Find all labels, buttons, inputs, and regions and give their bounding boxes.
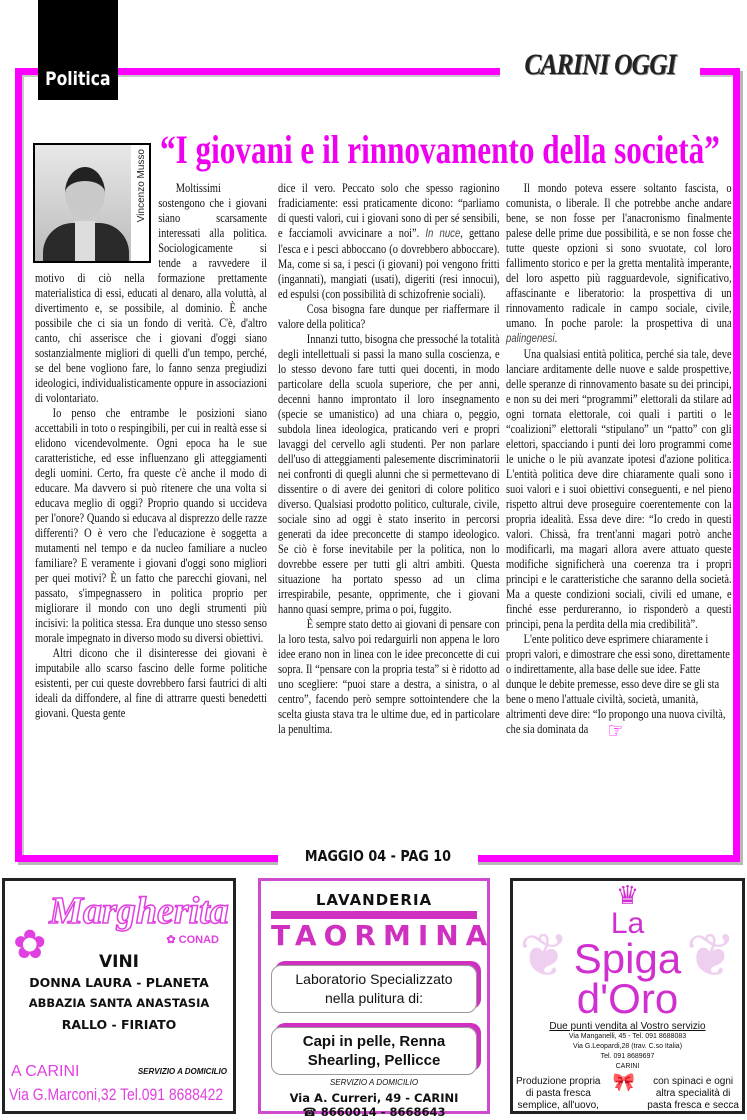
flower-icon: ✿ [13,922,47,967]
ad-address: Via A. Curreri, 49 - CARINI [289,1091,459,1105]
ad-brand-name: TAORMINA [271,911,477,953]
ad-box [271,1027,477,1075]
italic-text: palingenesi [506,331,555,345]
ad-service: SERVIZIO A DOMICILIO [329,1078,419,1087]
article-title-text: “I giovani e il rinnovamento della società” [160,127,720,172]
section-label: Politica [45,68,111,90]
ad-line: semplice, all'uovo, [517,1100,599,1111]
ad-address: Via G.Leopardi,28 (trav. C.so Italia) [572,1043,683,1050]
photo-credit: Vincenzo Musso [136,149,147,223]
paragraph: Io penso che entrambe le posizioni siano accettabili in toto o respingibili, per cui in realtà esse si elidono vicendevolmente. Ogni epoca ha le sue caratteristiche, ed esse influenzano gli atteggiamenti degli uomini. Certo, fra queste c'è anche il modo di educare. Ma davvero si può ritenere che una volta si educava meglio di oggi? Proprio quando si uccideva per l'onore? Quando si educava al disprezzo delle razze differenti? O è vero che l'educazione è soggetta a mutamenti nel tempo e da nucleo familiare a nucleo familiare? E veramente i giovani d'oggi sono migliori per quei motivi? È un fatto che parecchi giovani, nel passato, s'impegnassero in politica proprio per migliorare il mondo con uno degli strumenti più incisivi: la politica stessa. Era dunque uno stesso senso morale impegnato in diverso modo su diversi obiettivi. [35,405,267,645]
ad-line: ABBAZIA SANTA ANASTASIA [28,996,210,1010]
ad-address: CARINI [615,1063,640,1070]
ad-spiga-doro [510,878,745,1114]
ribbon-bow-icon: 🎀 [612,1072,636,1092]
telephone-icon: ☎ [302,1105,321,1119]
conad-label: ✿ CONAD [166,934,219,946]
photo-spacer [35,180,158,270]
publication-name: CARINI OGGI [524,48,676,81]
ad-address: Tel. 091 8689697 [600,1053,655,1060]
italic-text: In nuce [425,226,461,240]
page-label [278,843,478,869]
ad-address: Via G.Marconi,32 Tel.091 8688422 [9,1085,224,1104]
ad-line: nella pulitura di: [324,990,424,1006]
paragraph: Una qualsiasi entità politica, perché sia tale, deve lanciare arditamente delle nuove e salde prospettive, delle speranze di rinnovamento basate su dei principi, e non su dei meri “programmi” elettorali da stilare ad ogni tornata elettorale, coi quali i partiti o le “coalizioni” elettorali “stipulano” un “patto” con gli elettori, spacciando i punti dei loro programmi come le uniche o le più avanzate ipotesi d'azione politica. L'entità politica deve dire chiaramente quali sono i suoi valori e i suoi obiettivi conseguenti, e nel pieno rispetto altrui deve proseguire coerentemente con la propria idealità. Essa deve dire: “Io credo in questi valori. Chissà, fra trent'anni magari potrò anche modificarli, ma magari allora avere attuato queste modifiche significherà una coerenza tra i propri principi e le caratteristiche che saranno della società. Ma a queste condizioni sociali, civili ed umane, e finché esse perdureranno, io risponderò a questi principi, pena la perdita della mia credibilità”. [506,346,732,631]
ad-box [271,965,477,1013]
ad-line: Produzione propria [516,1076,601,1087]
paragraph [506,631,732,743]
ad-phones-text: 8660014 - 8668643 [320,1105,446,1119]
ad-line: di pasta fresca [525,1088,591,1099]
ad-line: RALLO - FIRIATO [61,1017,177,1032]
article-column-3 [506,180,732,743]
ad-service: SERVIZIO A DOMICILIO [137,1067,227,1076]
ad-margherita [2,878,236,1114]
ad-name-top: La [610,907,645,940]
paragraph: Altri dicono che il disinteresse dei giovani è imputabile allo scarso fascino delle forme politiche esistenti, per cui queste dovrebbero farsi fautrici di alti ideali da diffondere, al fine di attrarre questi benedetti giovani. Questa gente [35,645,267,720]
ad-subtitle: Due punti vendita al Vostro servizio [549,1021,706,1032]
page-label-text: MAGGIO 04 - PAG 10 [304,847,452,865]
ad-line: Shearling, Pellicce [307,1052,441,1069]
ad-right-text [647,1076,739,1112]
ad-brand-name: Margherita [49,890,229,932]
text: Il mondo poteva essere soltanto fascista, o comunista, o liberale. Il che potrebbe anche andare bene, se non fosse per l'anacronismo finalmente palese delle prime due possibilità, e se non fosse che tutte queste opzioni si sono svuotate, col loro fallimento storico e per la gretta mentalità imperante, del loro aspetto più ragguardevole, significativo, affascinante e liberatorio: la prospettiva di un rinnovamento radicale in campo sociale, civile, umano. In poche parole: la prospettiva di una [506,180,732,330]
article-title [160,126,740,173]
paragraph [506,180,732,346]
ad-brand-name: Spiga [573,935,682,982]
ad-phones [261,1105,487,1119]
ad-line: Capi in pelle, Renna [302,1033,446,1050]
text: . [554,330,558,345]
ad-left-text [516,1076,601,1112]
ad-footer [513,1072,742,1112]
section-tag [38,0,118,100]
ad-line: altra specialità di [655,1088,731,1099]
wheat-icon: ❦ [519,923,570,989]
ad-line: con spinaci e ogni [653,1076,734,1087]
crown-icon: ♛ [615,881,640,910]
publication-logo [500,48,700,88]
paragraph: È sempre stato detto ai giovani di pensare con la loro testa, salvo poi redarguirli non appena le loro idee erano non in linea con le idee preconcette di cui sopra. Il “pensare con la propria testa” si è ridotto ad uno scegliere: “puoi stare a destra, a sinistra, o al centro”, facendo però sempre sottointendere che la scelta giusta stava tra le ultime due, ed in particolare la penultima. [278,616,500,736]
paragraph: Cosa bisogna fare dunque per riaffermare il valore della politica? [278,301,500,331]
conad-text: CONAD [178,934,219,946]
ad-name-bottom: d'Oro [576,975,679,1022]
ad-lavanderia-taormina [258,878,495,1119]
article-column-2 [278,180,500,736]
pointing-hand-icon: ☞ [607,717,624,743]
ad-line: Laboratorio Specializzato [295,971,453,987]
paragraph [278,180,500,301]
article-column-1 [35,180,267,720]
ad-city: A CARINI [11,1063,80,1080]
ad-line: pasta fresca e secca [647,1100,739,1111]
text: , gettano l'esca e i pesci abboccano (o dovrebbero abboccare). Ma, come si sa, i pesci (i giovani) poi vengono fritti (ingannati), mangiati (usati), digeriti (resi innocui), ed espulsi (con possibilità di schizofrenie sociali). [278,225,500,301]
text: dice il vero. Peccato solo che spesso ragionino fradiciamente: essi praticamente dicono: “parliamo di questi valori, cui i giovani sono di per sé sensibili, e facciamoli avvicinare a noi”. [278,180,500,240]
ad-line: DONNA LAURA - PLANETA [29,975,209,990]
wheat-icon: ❦ [685,923,736,989]
ad-address: Via Manganelli, 45 - Tel. 091 8688083 [568,1033,687,1040]
paragraph: Moltissimi sostengono che i giovani siano scarsamente interessati alla politica. Sociologicamente si tende a ravvedere il motivo di ciò nella formazione prettamente materialistica di essi, educati al denaro, alla voluttà, al divertimento e, se possibile, al dominio. È anche possibile che ci sia un fondo di verità. C'è, d'altro canto, chi asserisce che i giovani d'oggi siano sostanzialmente migliori di quelli d'un tempo, perché, se del bene vogliono fare, lo fanno senza pregiudizi ideologici, individualisticamente oppure in associazioni di volontariato. [35,180,267,405]
ad-heading: VINI [98,952,140,972]
ad-heading: LAVANDERIA [315,891,433,909]
text: L'ente politico deve esprimere chiaramente i propri valori, e dimostrare che essi sono, direttamente o indirettamente, alla base delle sue idee. Fatte dunque le debite premesse, esso deve dire se gli sta bene o meno l'attuale civiltà, società, umanità, altrimenti deve dire: “Io propongo una nuova civiltà, che sia dominata da [506,631,730,736]
paragraph: Innanzi tutto, bisogna che pressoché la totalità degli intellettuali si passi la mano sulla coscienza, e lo stesso devono fare tutti quei docenti, in modo particolare della scuola superiore, che per anni, decenni hanno improntato il loro insegnamento (specie se umanistico) ad una chiara o, peggio, subdola linea ideologica, praticando veri e propri lavaggi del cervello agli studenti. Per non parlare dell'uso di atteggiamenti palesemente discriminatorii nei confronti di quegli alunni che si permettevano di dissentire o di avere dei genitori di colore politico diverso. Qualsiasi prodotto politico, culturale, civile, sociale sino ad oggi è stato inserito in percorsi generati da idee preconcette di stampo ideologico. Se ciò è forse inevitabile per la politica, non lo dovrebbe essere per tutti gli altri ambiti. Questa situazione ha portato spesso ad un clima irrespirabile, pesante, opprimente, che i giovani hanno quasi sempre, prima o poi, fuggito. [278,331,500,616]
